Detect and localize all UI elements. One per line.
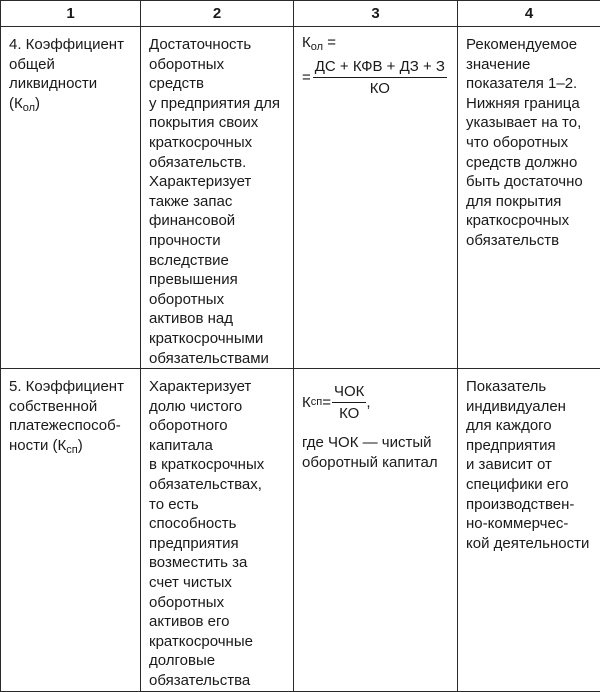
formula-denominator: КО <box>370 78 390 98</box>
description-line: капитала <box>149 436 287 456</box>
note-line: краткосрочных <box>466 211 594 231</box>
note-line: и зависит от <box>466 455 594 475</box>
formula-expression <box>302 383 451 423</box>
formula-numerator: ДС + КФВ + ДЗ + З <box>313 58 447 78</box>
table-row-own-solvency <box>1 369 600 692</box>
description-line: активов его <box>149 612 287 632</box>
description-line: счет чистых <box>149 573 287 593</box>
description-line: Достаточность <box>149 35 287 55</box>
formula-subscript: ол <box>311 41 323 53</box>
indicator-name-line: платежеспособ- <box>9 416 134 436</box>
formula-cell <box>294 27 458 369</box>
description-cell <box>141 27 294 369</box>
description-line: возместить за <box>149 553 287 573</box>
note-line: кой деятельности <box>466 534 594 554</box>
description-line: предприятия <box>149 534 287 554</box>
description-line: оборотных <box>149 290 287 310</box>
description-line: Характеризует <box>149 172 287 192</box>
indicator-name-cell <box>1 27 141 369</box>
note-line: но-коммерчес- <box>466 514 594 534</box>
note-line: указывает на то, <box>466 113 594 133</box>
indicator-symbol-close: ) <box>78 437 83 454</box>
indicator-symbol-open: (К <box>9 95 23 112</box>
description-line: вследствие <box>149 251 287 271</box>
table-header-row <box>1 1 600 27</box>
description-line: обязательства <box>149 671 287 691</box>
note-cell <box>458 369 600 692</box>
indicator-symbol-close: ) <box>35 95 40 112</box>
formula-subscript: сп <box>311 393 322 413</box>
note-line: что оборотных <box>466 133 594 153</box>
description-line: краткосрочными <box>149 329 287 349</box>
formula-lhs <box>302 33 451 58</box>
description-line: обязательствами <box>149 349 287 369</box>
description-line: также запас <box>149 192 287 212</box>
indicator-name-line: 4. Коэффициент <box>9 35 134 55</box>
note-line: значение <box>466 55 594 75</box>
note-line: Рекомендуемое <box>466 35 594 55</box>
formula-fraction-wrap <box>302 58 451 98</box>
indicator-name-cell <box>1 369 141 692</box>
description-line: активов над <box>149 309 287 329</box>
formula-symbol: К <box>302 393 311 413</box>
formula-cell <box>294 369 458 692</box>
description-line: краткосрочные <box>149 632 287 652</box>
description-line: обязательств. <box>149 153 287 173</box>
description-line: долговые <box>149 651 287 671</box>
description-line: то есть <box>149 495 287 515</box>
note-line: специфики его <box>466 475 594 495</box>
indicator-symbol-subscript: ол <box>23 102 35 114</box>
description-line: финансовой <box>149 211 287 231</box>
formula-equals: = <box>322 393 331 413</box>
column-header-3: 3 <box>294 1 458 27</box>
description-line: оборотных <box>149 55 287 75</box>
formula-equals-sign: = <box>302 68 311 88</box>
description-line: долю чистого <box>149 397 287 417</box>
column-header-1: 1 <box>1 1 141 27</box>
note-line: обязательств <box>466 231 594 251</box>
description-line: покрытия своих <box>149 113 287 133</box>
note-line: средств должно <box>466 153 594 173</box>
note-line: быть достаточно <box>466 172 594 192</box>
column-header-2: 2 <box>141 1 294 27</box>
description-line: способность <box>149 514 287 534</box>
description-line: оборотного <box>149 416 287 436</box>
description-cell <box>141 369 294 692</box>
description-line: Характеризует <box>149 377 287 397</box>
description-line: краткосрочных <box>149 133 287 153</box>
indicator-symbol-open: ности (К <box>9 437 66 454</box>
note-line: предприятия <box>466 436 594 456</box>
description-line: прочности <box>149 231 287 251</box>
column-header-4: 4 <box>458 1 600 27</box>
indicator-symbol-line <box>9 436 134 461</box>
note-cell <box>458 27 600 369</box>
note-line: Нижняя граница <box>466 94 594 114</box>
indicator-name-line: 5. Коэффициент <box>9 377 134 397</box>
description-line: средств <box>149 74 287 94</box>
table-row-current-liquidity <box>1 27 600 369</box>
indicator-symbol-line <box>9 94 134 119</box>
formula-note-line: оборотный капитал <box>302 453 451 473</box>
formula-denominator: КО <box>339 403 359 423</box>
indicator-name-line: общей <box>9 55 134 75</box>
formula-numerator: ЧОК <box>332 383 366 403</box>
formula-fraction <box>313 58 447 98</box>
note-line: производствен- <box>466 495 594 515</box>
description-line: в краткосрочных <box>149 455 287 475</box>
description-line: превышения <box>149 270 287 290</box>
formula-symbol: К <box>302 34 311 51</box>
formula-note <box>302 433 451 472</box>
note-line: для покрытия <box>466 192 594 212</box>
formula-trailing-comma: , <box>366 393 370 413</box>
indicator-symbol-subscript: сп <box>66 444 77 456</box>
note-line: для каждого <box>466 416 594 436</box>
formula-fraction <box>332 383 366 423</box>
indicator-name-line: собственной <box>9 397 134 417</box>
formula-equals: = <box>327 34 336 51</box>
indicator-name-line: ликвидности <box>9 74 134 94</box>
description-line: у предприятия для <box>149 94 287 114</box>
note-line: индивидуален <box>466 397 594 417</box>
formula-note-line: где ЧОК — чистый <box>302 433 451 453</box>
description-line: оборотных <box>149 593 287 613</box>
description-line: обязательствах, <box>149 475 287 495</box>
note-line: показателя 1–2. <box>466 74 594 94</box>
note-line: Показатель <box>466 377 594 397</box>
